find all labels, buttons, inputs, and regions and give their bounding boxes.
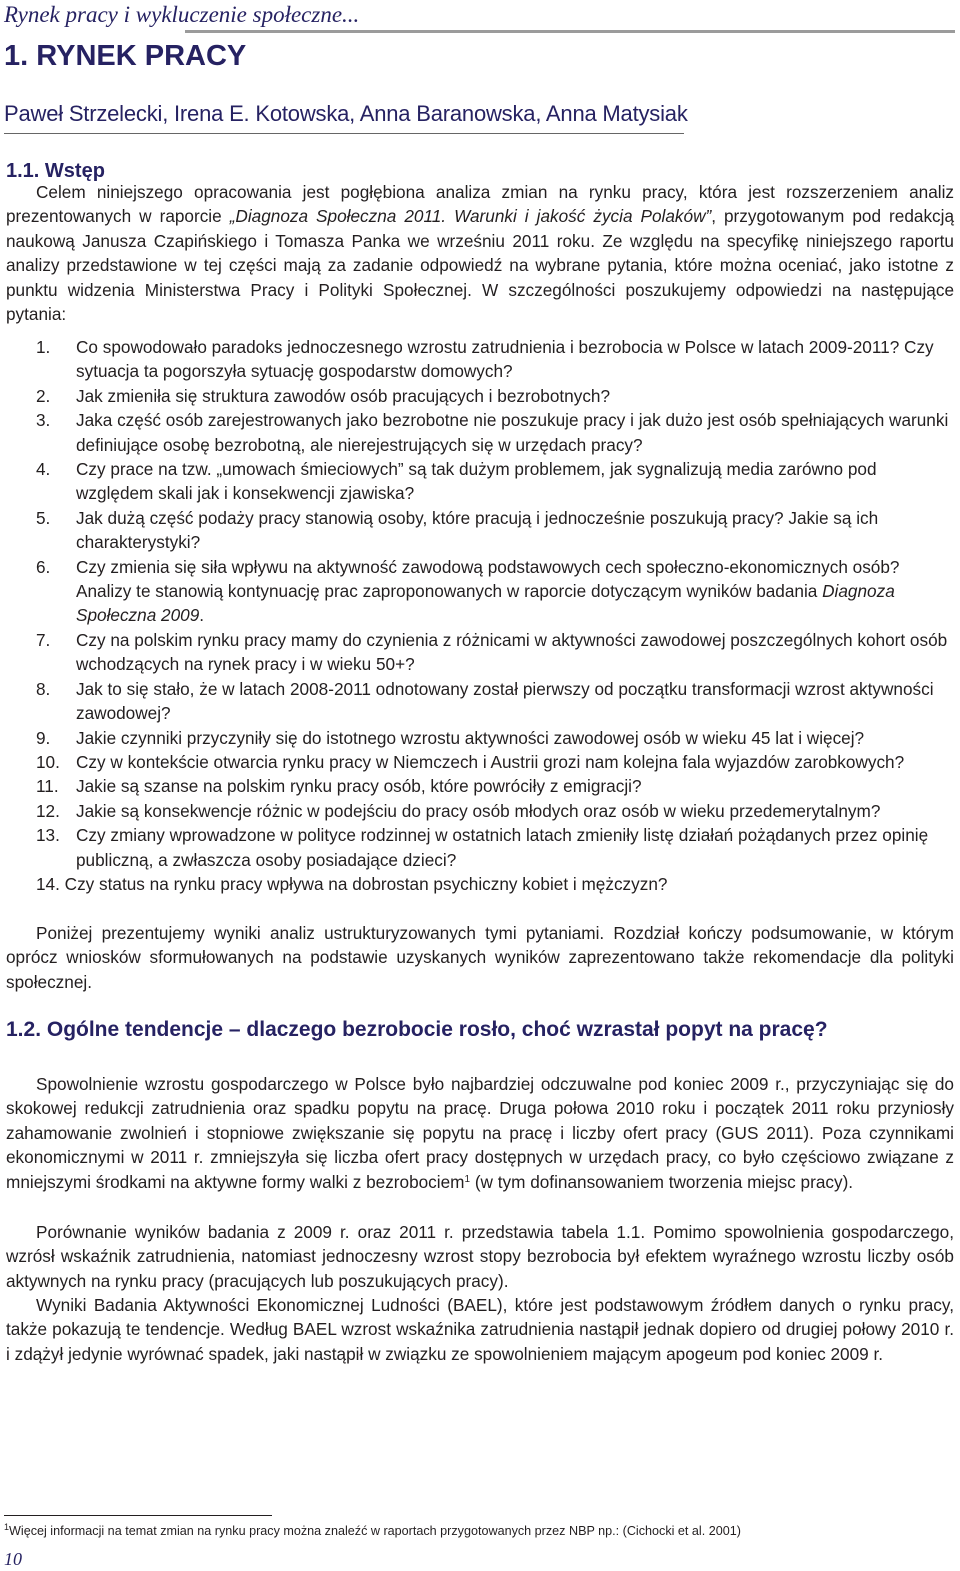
list-item xyxy=(6,457,954,506)
list-item xyxy=(6,726,954,750)
paragraph-text: Porównanie wyników badania z 2009 r. oraz 2011 r. przedstawia tabela 1.1. Pomimo spowolnienia gospodarczego, wzrósł wskaźnik zatrudnienia, natomiast jednoczesny wzrost stopy bezrobocia był efektem wyraźnego wzrostu liczby osób aktywnych na rynku pracy (pracujących lub poszukujących pracy). xyxy=(6,1222,954,1291)
running-head: Rynek pracy i wykluczenie społeczne... xyxy=(4,2,360,27)
chapter-title: 1. RYNEK PRACY xyxy=(4,40,247,72)
list-item-text: Jak dużą część podaży pracy stanowią osoby, które pracują i jednocześnie poszukują pracy? Jakie są ich charakterystyki? xyxy=(76,507,879,553)
report-title: „Diagnoza Społeczna 2011. Warunki i jakość życia Polaków” xyxy=(229,206,712,227)
list-item xyxy=(6,677,954,726)
footnote-reference[interactable]: 1 xyxy=(464,1173,471,1185)
list-item-text-tail: . xyxy=(199,605,205,626)
list-item-number: 13. xyxy=(36,825,60,846)
header-rule xyxy=(185,30,955,33)
list-item xyxy=(6,408,954,457)
intro-text-1: Celem niniejszego opracowania jest pogłębiona analiza zmian na rynku pracy, która jest rozszerzeniem analiz prezentowanych w raporcie xyxy=(6,182,954,227)
footnote-mark: 1 xyxy=(4,1522,10,1532)
list-item xyxy=(6,774,954,798)
list-item-number: 8. xyxy=(36,678,51,699)
list-item-text: Czy na polskim rynku pracy mamy do czynienia z różnicami w aktywności zawodowej poszczególnych kohort osób wchodzących na rynek pracy i w wieku 50+? xyxy=(76,629,948,675)
closing-text: Poniżej prezentujemy wyniki analiz ustrukturyzowanych tymi pytaniami. Rozdział kończy podsumowanie, w którym oprócz wniosków sformułowanych na podstawie uzyskanych wyników zaprezentowano także rekomendacje dla polityki społecznej. xyxy=(6,923,954,992)
list-item-text: Jak zmieniła się struktura zawodów osób pracujących i bezrobotnych? xyxy=(76,385,611,406)
paragraph-text: Spowolnienie wzrostu gospodarczego w Polsce było najbardziej odczuwalne pod koniec 2009 r., przyczyniając się do skokowej redukcji zatrudnienia oraz spadku popytu na pracę. Druga połowa 2010 roku i początek 2011 roku przyniosły zahamowanie zwolnień i stopniowe zwiększanie się popytu na pracę i liczby ofert pracy (GUS 2011). Poza czynnikami ekonomicznymi w 2011 r. zmniejszyła się liczba ofert pracy dostępnych w urzędach pracy, co było częściowo związane z mniejszymi środkami na aktywne formy walki z bezrobociem xyxy=(6,1074,954,1192)
list-item xyxy=(6,555,954,628)
list-item-number: 12. xyxy=(36,800,60,821)
list-item-text: Jakie czynniki przyczyniły się do istotnego wzrostu aktywności zawodowej osób w wieku 45 lat i więcej? xyxy=(76,727,865,748)
footnote xyxy=(4,1519,741,1539)
list-item xyxy=(6,506,954,555)
section-heading-1-1: 1.1. Wstęp xyxy=(6,160,105,182)
section-2-paragraph-3 xyxy=(6,1293,954,1366)
intro-paragraph xyxy=(6,180,954,326)
page-number: 10 xyxy=(4,1549,22,1569)
list-item-text: Czy zmienia się siła wpływu na aktywność zawodową podstawowych cech społeczno-ekonomicznych osób? Analizy te stanowią kontynuację prac zaproponowanych w raporcie dotyczącym wyników badania xyxy=(76,556,900,602)
list-item xyxy=(6,335,954,384)
cited-report-title: Diagnoza Społeczna 2009 xyxy=(76,581,895,626)
authors-rule xyxy=(4,133,684,134)
list-item xyxy=(6,384,954,408)
list-item-text: Co spowodowało paradoks jednoczesnego wzrostu zatrudnienia i bezrobocia w Polsce w latach 2009-2011? Czy sytuacja ta pogorszyła sytuację gospodarstw domowych? xyxy=(76,337,934,382)
list-item-text: Czy prace na tzw. „umowach śmieciowych” są tak dużym problemem, jak sygnalizują media zarówno pod względem skali jak i konsekwencji zjawiska? xyxy=(76,459,877,504)
closing-paragraph xyxy=(6,921,954,994)
section-2-paragraph-1 xyxy=(6,1072,954,1194)
paragraph-text: Wyniki Badania Aktywności Ekonomicznej Ludności (BAEL), które jest podstawowym źródłem danych o rynku pracy, także pokazują te tendencje. Według BAEL wzrost wskaźnika zatrudnienia nastąpił jednak dopiero od drugiej połowy 2010 r. i zdążył jedynie wyrównać spadek, jaki nastąpił w związku ze spowolnieniem mającym apogeum pod koniec 2009 r. xyxy=(6,1295,954,1364)
paragraph-text-tail: (w tym dofinansowaniem tworzenia miejsc pracy). xyxy=(470,1171,854,1192)
list-item-number: 11. xyxy=(36,776,59,797)
footnote-text: Więcej informacji na temat zmian na rynku pracy można znaleźć w raportach przygotowanych przez NBP np.: (Cichocki et al. 2001) xyxy=(9,1524,741,1539)
list-item-number: 1. xyxy=(36,337,51,357)
section-heading-1-2: 1.2. Ogólne tendencje – dlaczego bezrobocie rosło, choć wzrastał popyt na pracę? xyxy=(6,1018,828,1041)
list-item-14: 14. Czy status na rynku pracy wpływa na dobrostan psychiczny kobiet i mężczyzn? xyxy=(36,873,668,894)
footnote-rule xyxy=(4,1515,272,1516)
list-item-number: 5. xyxy=(36,507,51,528)
list-item-text: Jaka część osób zarejestrowanych jako bezrobotne nie poszukuje pracy i jak dużo jest osób spełniających warunki definiujące osobę bezrobotną, ale nierejestrujących się w urzędach pracy? xyxy=(76,410,949,455)
list-item-number: 3. xyxy=(36,410,51,431)
list-item xyxy=(6,823,954,872)
list-item-number: 9. xyxy=(36,727,51,748)
list-item-text: Jak to się stało, że w latach 2008-2011 odnotowany został pierwszy od początku transformacji wzrost aktywności zawodowej? xyxy=(76,678,934,724)
list-item xyxy=(6,799,954,823)
list-item-number: 4. xyxy=(36,459,51,480)
list-item xyxy=(6,750,954,774)
list-item xyxy=(6,628,954,677)
intro-text-2: , przygotowanym pod redakcją naukową Janusza Czapińskiego i Tomasza Panka we wrześniu 2011 roku. Ze względu na specyfikę niniejszego raportu analizy przedstawione w tej części mają za zadanie odpowiedź na wybrane pytania, które można oceniać, jako istotne z punktu widzenia Ministerstwa Pracy i Polityki Społecznej. W szczególności poszukujemy odpowiedzi na następujące pytania: xyxy=(6,206,955,325)
list-item-number: 7. xyxy=(36,629,51,650)
list-item-number: 6. xyxy=(36,556,51,577)
list-item-text: Czy zmiany wprowadzone w polityce rodzinnej w ostatnich latach zmieniły listę działań pożądanych przez opinię publiczną, a zwłaszcza osoby posiadające dzieci? xyxy=(76,825,929,870)
list-item-number: 10. xyxy=(36,751,60,772)
list-item-text: Jakie są konsekwencje różnic w podejściu do pracy osób młodych oraz osób w wieku przedemerytalnym? xyxy=(76,800,881,821)
list-item-text: Czy w kontekście otwarcia rynku pracy w Niemczech i Austrii grozi nam kolejna fala wyjazdów zarobkowych? xyxy=(76,751,905,772)
questions-list xyxy=(6,335,954,896)
authors-line: Paweł Strzelecki, Irena E. Kotowska, Anna Baranowska, Anna Matysiak xyxy=(4,101,688,126)
list-item-number: 2. xyxy=(36,385,51,406)
section-2-paragraph-2 xyxy=(6,1220,954,1293)
list-item-text: Jakie są szanse na polskim rynku pracy osób, które powróciły z emigracji? xyxy=(76,776,642,797)
